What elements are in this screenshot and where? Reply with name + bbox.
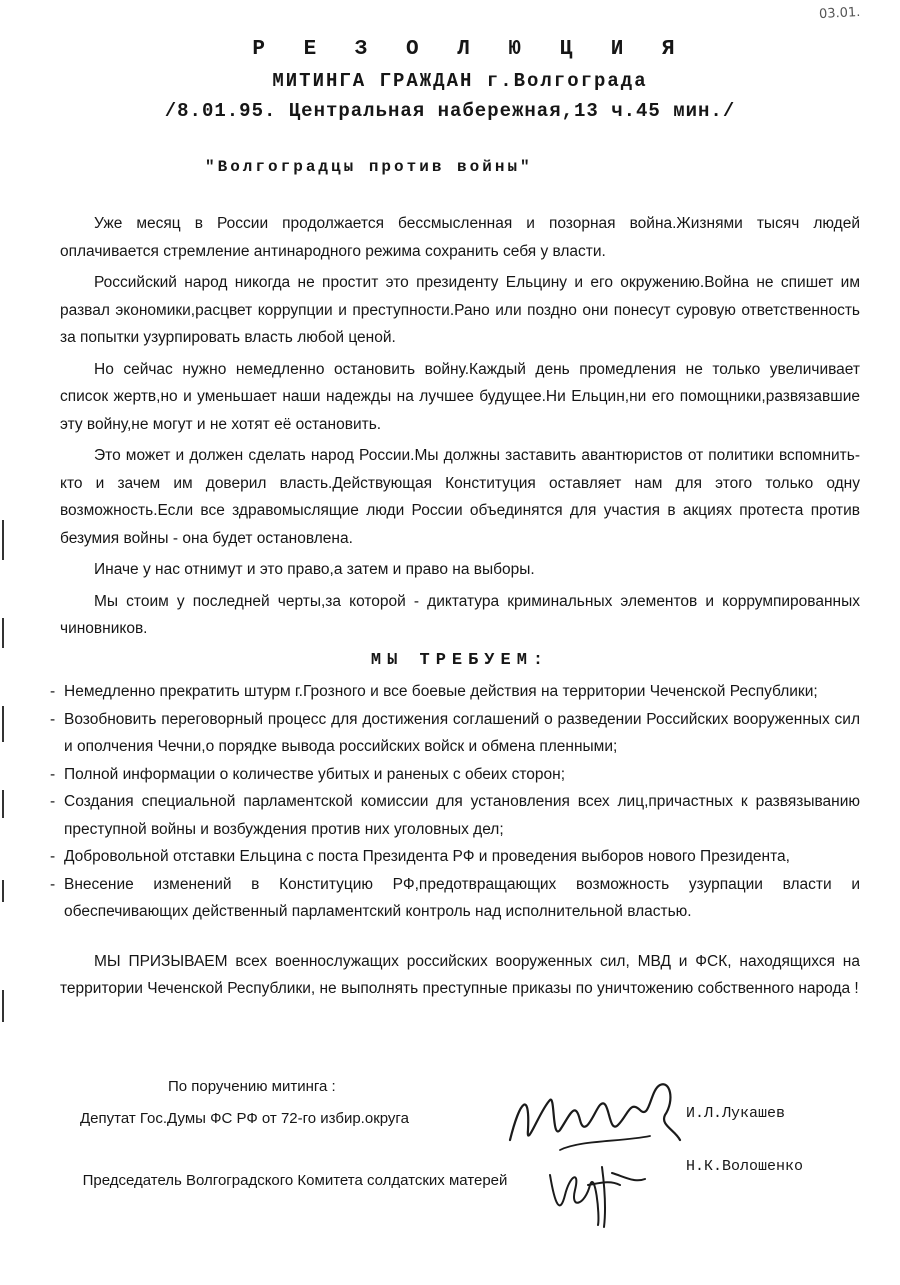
demand-item: - Полной информации о количестве убитых и раненых с обеих сторон; <box>50 761 860 789</box>
document-title: Р Е З О Л Ю Ц И Я <box>252 38 688 61</box>
signatory-role-deputy: Депутат Гос.Думы ФС РФ от 72-го избир.округа <box>80 1110 409 1127</box>
document-subtitle: МИТИНГА ГРАЖДАН г.Волгограда <box>272 70 648 92</box>
paragraph: Это может и должен сделать народ России.Мы должны заставить авантюристов от политики вспомнить-кто и зачем им доверил власть.Действующая Конституция оставляет нам для этого только одну возможность.Если все здравомыслящие люди России объединятся для участия в акциях протеста против безумия войны - она будет остановлена. <box>60 447 860 547</box>
signatory-name-lukashev: И.Л.Лукашев <box>686 1105 786 1122</box>
demands-list <box>60 678 860 926</box>
document-body <box>60 210 860 1003</box>
demand-item: - Немедленно прекратить штурм г.Грозного и все боевые действия на территории Чеченской Республики; <box>50 678 860 706</box>
demand-item: - Создания специальной парламентской комиссии для установления всех лиц,причастных к развязыванию преступной войны и возбуждения против них уголовных дел; <box>50 788 860 843</box>
handwritten-signature-2 <box>540 1155 650 1230</box>
paragraph: Мы стоим у последней черты,за которой - диктатура криминальных элементов и коррумпированных чиновников. <box>60 592 860 637</box>
paragraph: Иначе у нас отнимут и это право,а затем и право на выборы. <box>94 561 535 578</box>
paragraph: Но сейчас нужно немедленно остановить войну.Каждый день промедления не только увеличивает список жертв,но и уменьшает наши надежды на лучшее будущее.Ни Ельцин,ни его помощники,развязавшие эту войну,не могут и не хотят её остановить. <box>60 360 860 433</box>
scan-edge-marks <box>0 0 20 1285</box>
slogan: "Волгоградцы против войны" <box>205 158 533 176</box>
signatory-name-voloshenko: Н.К.Волошенко <box>686 1158 804 1175</box>
signatory-role-committee: Председатель Волгоградского Комитета солдатских матерей <box>82 1172 508 1189</box>
paragraph: Уже месяц в России продолжается бессмысленная и позорная война.Жизнями тысяч людей оплачивается стремление антинародного режима сохранить себя у власти. <box>60 215 860 260</box>
demand-item: - Возобновить переговорный процесс для достижения соглашений о разведении Российских вооруженных сил и ополчения Чечни,о порядке вывода российских войск и обмена пленными; <box>50 706 860 761</box>
archive-mark: 03.01. <box>818 4 861 23</box>
demand-item: - Добровольной отставки Ельцина с поста Президента РФ и проведения выборов нового Президента, <box>50 843 860 871</box>
handwritten-signature-1 <box>500 1070 690 1160</box>
demands-heading: МЫ ТРЕБУЕМ: <box>370 650 550 670</box>
appeal-paragraph: МЫ ПРИЗЫВАЕМ всех военнослужащих российских вооруженных сил, МВД и ФСК, находящихся на территории Чеченской Республики, не выполнять преступные приказы по уничтожению собственного народа ! <box>60 952 860 997</box>
paragraph: Российский народ никогда не простит это президенту Ельцину и его окружению.Война не спишет им развал экономики,расцвет коррупции и преступности.Рано или поздно они понесут суровую ответственность за попытки узурпировать власть любой ценой. <box>60 274 860 346</box>
date-place: /8.01.95. Центральная набережная,13 ч.45 мин./ <box>164 100 736 122</box>
demand-item: - Внесение изменений в Конституцию РФ,предотвращающих возможность узурпации власти и обеспечивающих действенный парламентский контроль над исполнительной властью. <box>50 871 860 926</box>
signature-intro: По поручению митинга : <box>168 1078 336 1095</box>
